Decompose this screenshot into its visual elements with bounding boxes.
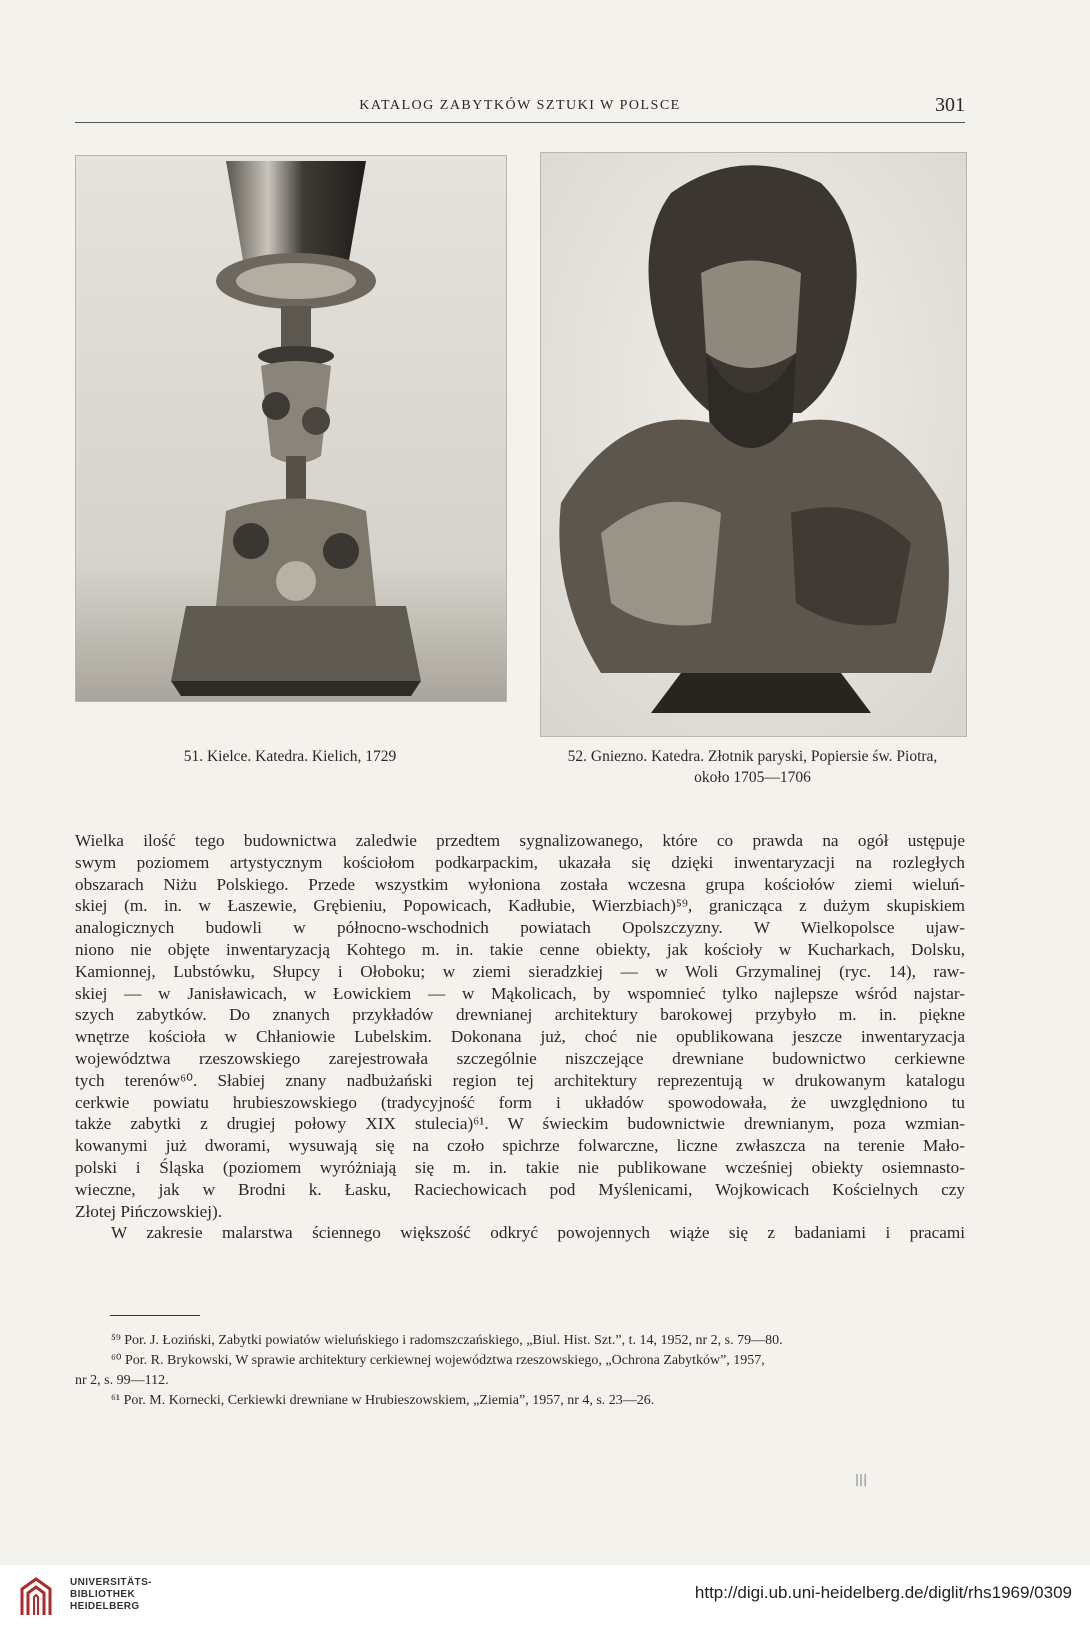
body-line: Kamionnej, Lubstówku, Słupcy i Ołoboku; w ziemi sieradzkiej — w Woli Grzymalinej (ryc. 14), raw- [75,961,965,981]
plate-52-bust-photo [540,152,967,737]
body-line: analogicznych budowli w północno-wschodnich powiatach Opolszczyzny. W Wielkopolsce ujaw- [75,918,965,938]
plate-51-chalice-photo [75,155,507,702]
footnotes [75,1331,965,1411]
footnote-59: ⁵⁹ Por. J. Łoziński, Zabytki powiatów wieluńskiego i radomszczańskiego, „Biul. Hist. Szt.”, t. 14, 1952, nr 2, s. 79—80. [111,1333,783,1348]
footer-bar [0,1565,1090,1628]
source-url-link[interactable]: http://digi.ub.uni-heidelberg.de/diglit/rhs1969/0309 [694,1583,1072,1602]
plate-51-caption: 51. Kielce. Katedra. Kielich, 1729 [183,748,397,765]
plate-52-caption [540,746,965,788]
library-name-line2: BIBLIOTHEK [70,1589,136,1600]
library-name [70,1577,152,1613]
body-line: wnętrze kościoła w Chłaniowie Lubelskim. Dokonana już, choć nie opublikowana jeszcze inwentaryzacja [75,1027,965,1047]
paragraph-2-first-line: W zakresie malarstwa ściennego większość odkryć powojennych wiąże się z badaniami i pracami [111,1223,965,1243]
body-line: obszarach Niżu Polskiego. Przede wszystkim wyłoniona została wczesna grupa kościołów ziemi wieluń- [75,874,965,894]
body-line: wieczne, jak w Brodni k. Łasku, Raciechowicach pod Myślenicami, Wojkowicach Kościelnych czy [75,1179,965,1199]
scan-mark: ||| [855,1472,868,1486]
library-name-line3: HEIDELBERG [70,1601,140,1612]
body-text [75,830,965,1244]
body-line: także zabytki z drugiej połowy XIX stulecia)⁶¹. W świeckim budownictwie drewnianym, poza wzmian- [75,1114,965,1134]
footnote-61: ⁶¹ Por. M. Kornecki, Cerkiewki drewniane w Hrubieszowskiem, „Ziemia”, 1957, nr 4, s. 23—26. [111,1393,655,1408]
body-line: tych terenów⁶⁰. Słabiej znany nadbużański region tej architektury reprezentują w drukowanym katalogu [75,1070,965,1090]
body-line: cerkwie powiatu hrubieszowskiego (tradycyjność form i układów spowodowała, że uwzględniono tu [75,1092,965,1112]
body-line: polski i Śląska (poziomem wyróżniają się m. in. takie nie publikowane wcześniej obiekty osiemnasto- [75,1157,965,1177]
body-line: Wielka ilość tego budownictwa zaledwie przedtem sygnalizowanego, które co prawda na ogół ustępuje [75,831,965,850]
footnote-60: ⁶⁰ Por. R. Brykowski, W sprawie architektury cerkiewnej województwa rzeszowskiego, „Ochrona Zabytków”, 1957, [111,1353,765,1368]
chalice-illustration [76,156,506,701]
plate-52-caption-line1: 52. Gniezno. Katedra. Złotnik paryski, Popiersie św. Piotra, [567,748,938,765]
body-line: Złotej Pińczowskiej). [75,1201,223,1221]
body-line: szych zabytków. Do znanych przykładów drewnianej architektury barokowej przybyło m. in. piękne [75,1005,965,1025]
body-line: niono nie objęte inwentaryzacją Kohtego m. in. takie cenne obiekty, jak kościoły w Kucharkach, Dolsku, [75,939,965,959]
running-head-title: KATALOG ZABYTKÓW SZTUKI W POLSCE [359,98,681,113]
plate-52-caption-line2: około 1705—1706 [694,769,811,786]
body-line: swym poziomem artystycznym kościołom podkarpackim, ukazała się dzięki inwentaryzacji na rozległych [75,852,965,872]
library-name-line1: UNIVERSITÄTS- [70,1577,152,1588]
bust-illustration [541,153,966,736]
body-line: skiej — w Janisławicach, w Łowickiem — w Mąkolicach, by wspomnieć tylko najlepsze wśród najstar- [75,983,965,1003]
running-head [75,94,965,123]
footnote-60-continued: nr 2, s. 99—112. [75,1373,169,1388]
body-line: województwa rzeszowskiego zarejestrowała szczególnie niszczejące drewniane budownictwo cerkiewne [75,1048,965,1068]
body-line: skiej (m. in. w Łaszewie, Grębieniu, Popowicach, Kadłubie, Wierzbiach)⁵⁹, granicząca z dużym skupiskiem [75,896,965,916]
body-line: kowanymi już dworami, wysuwają się na czoło spichrze folwarczne, liczne zwłaszcza na terenie Mało- [75,1136,965,1156]
footnote-separator [110,1315,200,1316]
library-logo-icon [16,1575,64,1619]
page-number: 301 [935,94,965,116]
